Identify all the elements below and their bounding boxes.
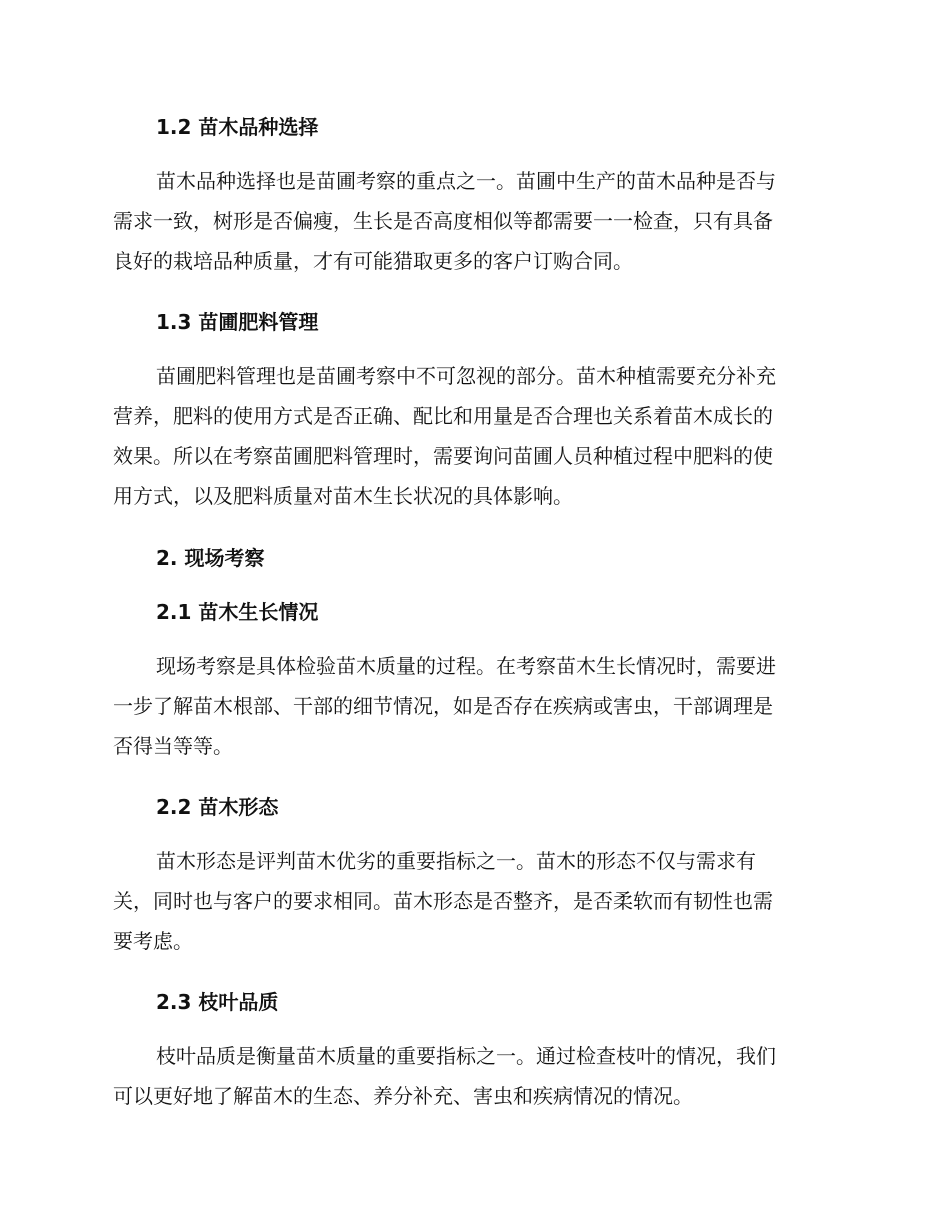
paragraph-line: 可以更好地了解苗木的生态、养分补充、害虫和疾病情况的情况。 (113, 1084, 693, 1108)
paragraph-line: 关，同时也与客户的要求相同。苗木形态是否整齐，是否柔软而有韧性也需 (113, 889, 773, 913)
paragraph-line: 良好的栽培品种质量，才有可能猎取更多的客户订购合同。 (113, 249, 633, 273)
paragraph-2-2 (113, 841, 843, 961)
paragraph-line: 枝叶品质是衡量苗木质量的重要指标之一。通过检查枝叶的情况，我们 (156, 1044, 776, 1068)
paragraph-line: 苗木品种选择也是苗圃考察的重点之一。苗圃中生产的苗木品种是否与 (156, 169, 776, 193)
paragraph-1-3 (113, 356, 843, 516)
paragraph-line: 要考虑。 (113, 929, 193, 953)
paragraph-line: 一步了解苗木根部、干部的细节情况，如是否存在疾病或害虫，干部调理是 (113, 694, 773, 718)
section-heading-1-2: 1.2 苗木品种选择 (156, 115, 319, 139)
section-heading-2-1: 2.1 苗木生长情况 (156, 600, 319, 624)
paragraph-line: 用方式，以及肥料质量对苗木生长状况的具体影响。 (113, 484, 573, 508)
section-heading-2: 2. 现场考察 (156, 546, 265, 570)
paragraph-2-3 (113, 1036, 843, 1116)
paragraph-line: 苗木形态是评判苗木优劣的重要指标之一。苗木的形态不仅与需求有 (156, 849, 756, 873)
paragraph-line: 苗圃肥料管理也是苗圃考察中不可忽视的部分。苗木种植需要充分补充 (156, 364, 776, 388)
paragraph-line: 效果。所以在考察苗圃肥料管理时，需要询问苗圃人员种植过程中肥料的使 (113, 444, 773, 468)
section-heading-2-2: 2.2 苗木形态 (156, 795, 279, 819)
paragraph-line: 否得当等等。 (113, 734, 233, 758)
paragraph-line: 营养，肥料的使用方式是否正确、配比和用量是否合理也关系着苗木成长的 (113, 404, 773, 428)
section-heading-1-3: 1.3 苗圃肥料管理 (156, 310, 319, 334)
paragraph-1-2 (113, 161, 843, 281)
section-heading-2-3: 2.3 枝叶品质 (156, 990, 279, 1014)
paragraph-line: 需求一致，树形是否偏瘦，生长是否高度相似等都需要一一检查，只有具备 (113, 209, 773, 233)
paragraph-2-1 (113, 646, 843, 766)
paragraph-line: 现场考察是具体检验苗木质量的过程。在考察苗木生长情况时，需要进 (156, 654, 776, 678)
